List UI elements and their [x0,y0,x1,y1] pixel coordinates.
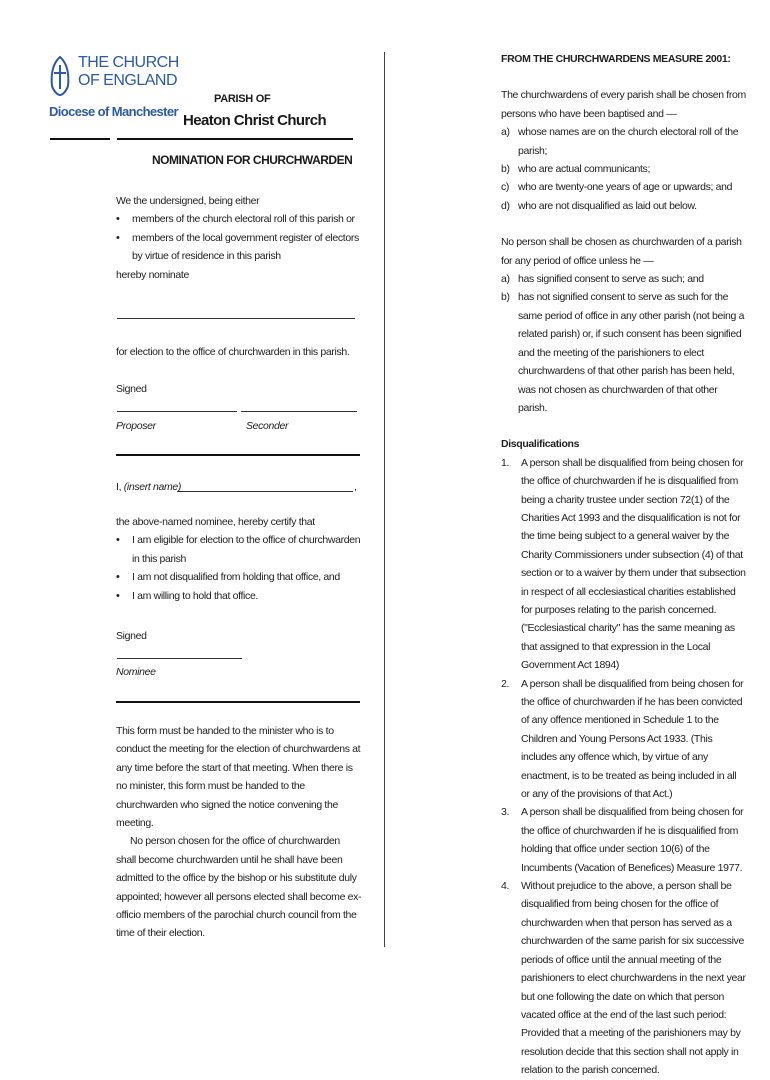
intro-bullet: • members of the church electoral roll of this parish or [116,210,361,228]
measure-p2: No person shall be chosen as churchwarden of a parish for any period of office unless he — [501,236,742,267]
consent-list [501,270,746,417]
election-text: for election to the office of churchwarden in this parish. [116,346,350,358]
certify-name-line [116,478,181,496]
section-rule-1 [116,454,360,456]
intro-bullet: • members of the local government register of electors by virtue of residence in this parish [116,229,361,266]
i-suffix: , [354,481,357,493]
parish-label: PARISH OF [214,93,271,105]
eligibility-item: d) who are not disqualified as laid out below. [501,199,697,212]
certify-bullet: • I am not disqualified from holding that office, and [116,568,364,586]
church-of-england-emblem-icon [48,56,72,96]
parish-name: Heaton Christ Church [183,112,327,129]
rule-short [50,138,110,140]
disqualification-item: 4. Without prejudice to the above, a person shall be disqualified from being chosen for the office of churchwarden when that person has served as a churchwarden of the same parish for six successive periods of office until the annual meeting of the parishioners to elect churchwardens in the next year but one following the date on which that person vacated office at the end of the last such period: Provided that a meeting of the parishioners may by resolution decide that this section shall not apply in relation to the parish concerned. [501,880,746,1077]
certify-name-field[interactable] [177,491,353,492]
disqualification-item: 3. A person shall be disqualified from being chosen for the office of churchwarden if he is disqualified from holding that office under section 10(6) of the Incumbents (Vacation of Benefices) Measure 1977. [501,806,744,874]
i-prefix: I, [116,481,124,493]
nominee-signature-field[interactable] [117,658,242,659]
form-title: NOMINATION FOR CHURCHWARDEN [152,153,353,167]
footer-notes [116,722,362,943]
certify-text: the above-named nominee, hereby certify that [116,516,315,528]
eligibility-item: b) who are actual communicants; [501,163,651,176]
logo-diocese: Diocese of Manchester [49,104,179,119]
certify-section [116,513,364,605]
disqualification-item: 2. A person shall be disqualified from being chosen for the office of churchwarden if he has been convicted of any offence mentioned in Schedule 1 to the Children and Young Persons Act 1933. (This includes any offence which, by virtue of any enactment, is to be treated as being included in all or any of the provisions of that Act.) [501,677,744,801]
seconder-signature-field[interactable] [241,411,357,412]
footer-paragraph-1: This form must be handed to the minister who is to conduct the meeting for the election of churchwardens at any time before the start of that meeting. When there is no minister, this form must be handed to the churchwarden who signed the notice convening the meeting. [116,725,361,830]
eligibility-item: a) whose names are on the church electoral roll of the parish; [501,126,739,157]
hereby-text: hereby nominate [116,268,189,281]
nomination-section [116,192,361,284]
logo [48,54,179,124]
certify-bullet: • I am eligible for election to the office of churchwarden in this parish [116,531,364,568]
eligibility-item: c) who are twenty-one years of age or upwards; and [501,181,733,194]
consent-item: b) has not signified consent to serve as such for the same period of office in any other parish (not being a related parish) or, if such consent has been signified and the meeting of the parishioners to elect churchwardens of that other parish has been held, was not chosen as churchwarden of that other parish. [501,291,745,414]
nominee-name-field[interactable] [117,318,355,319]
footer-paragraph-2: No person chosen for the office of churchwarden shall become churchwarden until he shall have been admitted to the office by the bishop or his substitute duly appointed; however all persons elected shall become ex-officio members of the parochial church council from the time of their election. [116,835,362,940]
proposer-signature-field[interactable] [117,411,237,412]
rule-long [117,138,353,140]
eligibility-list [501,123,746,215]
certify-bullets [116,531,364,605]
proposer-label: Proposer [116,420,156,432]
section-rule-2 [116,701,360,703]
intro-text: We the undersigned, being either [116,195,260,207]
measure-p1: The churchwardens of every parish shall be chosen from persons who have been baptised and — [501,89,746,120]
disqualifications-list [501,454,746,1080]
seconder-label: Seconder [246,420,289,432]
nominee-label: Nominee [116,666,156,678]
measure-section [501,50,746,1080]
logo-line-2: OF ENGLAND [78,72,178,89]
logo-line-1: THE CHURCH [78,54,179,71]
column-divider [384,52,385,947]
disqualifications-heading: Disqualifications [501,438,580,451]
signed-label-2: Signed [116,630,147,642]
insert-name-label: (insert name) [123,481,182,493]
disqualification-item: 1. A person shall be disqualified from being chosen for the office of churchwarden if he is disqualified from being a charity trustee under section 72(1) of the Charities Act 1993 and the disqualification is not for the time being subject to a general waiver by the Charity Commissioners under subsection (4) of that section or to a waiver by them under that subsection in respect of all ecclesiastical charities established for purposes relating to the parish concerned. ("Ecclesiastical charity" has the same meaning as that assigned to that expression in the Local Government Act 1894) [501,456,746,672]
intro-bullets [116,210,361,265]
certify-bullet: • I am willing to hold that office. [116,587,364,605]
signed-label-1: Signed [116,383,147,395]
measure-heading: FROM THE CHURCHWARDENS MEASURE 2001: [501,53,731,65]
consent-item: a) has signified consent to serve as such; and [501,273,704,286]
